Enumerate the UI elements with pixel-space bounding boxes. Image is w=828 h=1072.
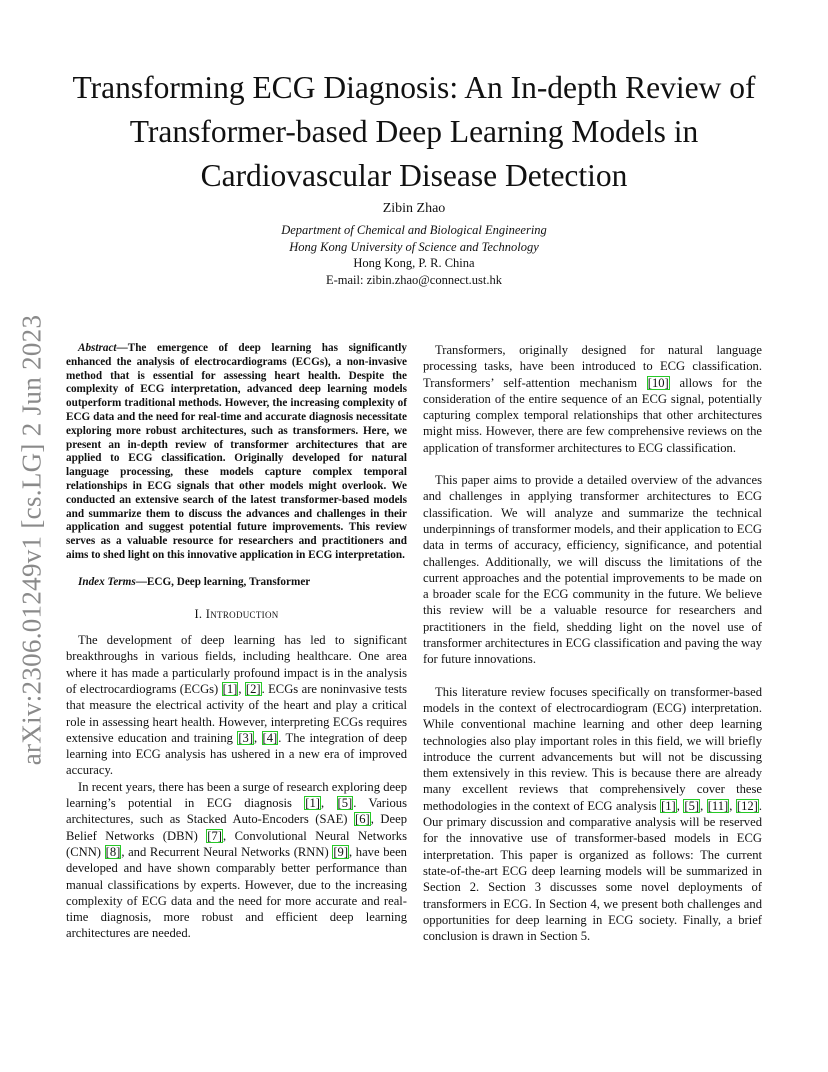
- intro-paragraph-4: This paper aims to provide a detailed overview of the advances and challenges in applying transformer architectures to ECG classification. We will analyze and summarize the technical underpinnings of transformer models, and their application to ECG data in terms of accuracy, efficiency, significance, and potential challenges. Additionally, we will discuss the limitations of the current approaches and the potential improvements to be made on a broader scale for the ECG community in the future. We believe this review will be a valuable resource for researchers and practitioners in the field, shedding light on the novel use of transformer architectures in ECG classification and paving the way for future innovations.: [423, 473, 762, 667]
- abstract-text: —The emergence of deep learning has significantly enhanced the analysis of electrocardiograms (ECGs), a non-invasive method that is essential for assessing heart health. Despite the complexity of ECG interpretation, advanced deep learning models outperform traditional methods. However, the increasing complexity of ECG data and the need for real-time and accurate diagnosis necessitate exploring more robust architectures, such as transformers. Here, we present an in-depth review of transformer architectures that are applied to ECG classification. Originally developed for natural language processing, these models capture complex temporal relationships in ECG signals that other models might overlook. We conducted an extensive search of the latest transformer-based models and summarize them to discuss the advances and challenges in their application and suggest potential future improvements. This review serves as a valuable resource for researchers and practitioners and aims to shed light on this innovative application in ECG interpretation.: [66, 342, 407, 561]
- arxiv-identifier: [12, 300, 52, 780]
- citation-link[interactable]: [1]: [661, 798, 676, 813]
- section-numeral: I.: [194, 606, 206, 621]
- abstract: [66, 342, 407, 563]
- intro-paragraph-3: Transformers, originally designed for natural language processing tasks, have been introduced to ECG classification. Transformers’ self-attention mechanism [10] allows for the consideration of the entire sequence of an ECG signal, potentially capturing complex temporal relationships that other architectures might miss. However, there are few comprehensive reviews on the application of transformer architectures to ECG classification.: [423, 343, 762, 455]
- author-name: Zibin Zhao: [382, 201, 446, 216]
- author-location: Hong Kong, P. R. China: [353, 256, 475, 271]
- intro-paragraph-5: This literature review focuses specifically on transformer-based models in the context of electrocardiogram (ECG) interpretation. While conventional machine learning and other deep learning technologies also play important roles in this field, we will briefly introduce the current advancements but will not be discussing them extensively in this review. This is because there are already many excellent reviews that comprehensively cover these methodologies in the context of ECG analysis [1], [5], [11], [12]. Our primary discussion and comparative analysis will be reserved for the innovative use of transformer-based models in ECG interpretation. This paper is organized as follows: The current state-of-the-art ECG deep learning models will be summarized in Section 2. Section 3 discusses some novel deployments of transformers in ECG. In Section 4, we present both challenges and opportunities for deep learning in ECG society. Finally, a brief conclusion is drawn in Section 5.: [423, 684, 763, 944]
- paper-title: Transforming ECG Diagnosis: An In-depth Review of Transformer-based Deep Learning Models in Cardiovascular Disease Detection: [72, 70, 756, 193]
- index-terms-text: —ECG, Deep learning, Transformer: [135, 575, 311, 588]
- arxiv-identifier-text: arXiv:2306.01249v1 [cs.LG] 2 Jun 2023: [16, 314, 47, 766]
- author-department: Department of Chemical and Biological Engineering: [281, 223, 547, 237]
- citation-link[interactable]: [7]: [207, 828, 222, 843]
- index-terms: [66, 575, 407, 589]
- section-title: Introduction: [205, 606, 279, 621]
- citation-link[interactable]: [5]: [684, 798, 700, 813]
- citation-link[interactable]: [6]: [355, 812, 370, 827]
- abstract-lead: Abstract: [78, 342, 117, 354]
- citation-link[interactable]: [1]: [222, 681, 238, 696]
- author-email: E-mail: zibin.zhao@connect.ust.hk: [325, 272, 503, 287]
- intro-paragraph-1: The development of deep learning has led to significant breakthroughs in various fields, including healthcare. One area where it has made a particularly profound impact is in the analysis of electrocardiograms (ECGs) [1], [2]. ECGs are noninvasive tests that measure the electrical activity of the heart and play a critical role in assessing heart health. However, interpreting ECGs requires extensive education and training [3], [4]. The integration of deep learning into ECG analysis has ushered in a new era of improved accuracy.: [66, 633, 408, 778]
- left-column: [66, 342, 407, 942]
- citation-link[interactable]: [8]: [105, 844, 121, 859]
- intro-paragraph-2: In recent years, there has been a surge of research exploring deep learning’s potential in ECG diagnosis [1], [5]. Various architectures, such as Stacked Auto-Encoders (SAE) [6], Deep Belief Networks (DBN) [7], Convolutional Neural Networks (CNN) [8], and Recurrent Neural Networks (RNN) [9], have been developed and have shown comparably better performance than manual classifications by experts. However, due to the increasing complexity of ECG data and the need for more accurate and real-time diagnosis, more robust and efficient deep learning architectures are needed.: [66, 779, 408, 941]
- citation-link[interactable]: [3]: [238, 730, 254, 745]
- citation-link[interactable]: [9]: [333, 844, 349, 859]
- citation-link[interactable]: [1]: [305, 796, 320, 811]
- citation-link[interactable]: [11]: [707, 798, 729, 813]
- author-block: [64, 200, 764, 288]
- author-university: Hong Kong University of Science and Technology: [289, 239, 539, 254]
- citation-link[interactable]: [12]: [736, 798, 758, 813]
- citation-link[interactable]: [5]: [337, 796, 353, 811]
- section-heading-introduction: [66, 606, 407, 622]
- citation-link[interactable]: [2]: [245, 681, 261, 696]
- right-column: [423, 342, 762, 960]
- index-terms-lead: Index Terms: [78, 575, 136, 588]
- citation-link[interactable]: [4]: [262, 730, 278, 745]
- citation-link[interactable]: [10]: [647, 375, 669, 390]
